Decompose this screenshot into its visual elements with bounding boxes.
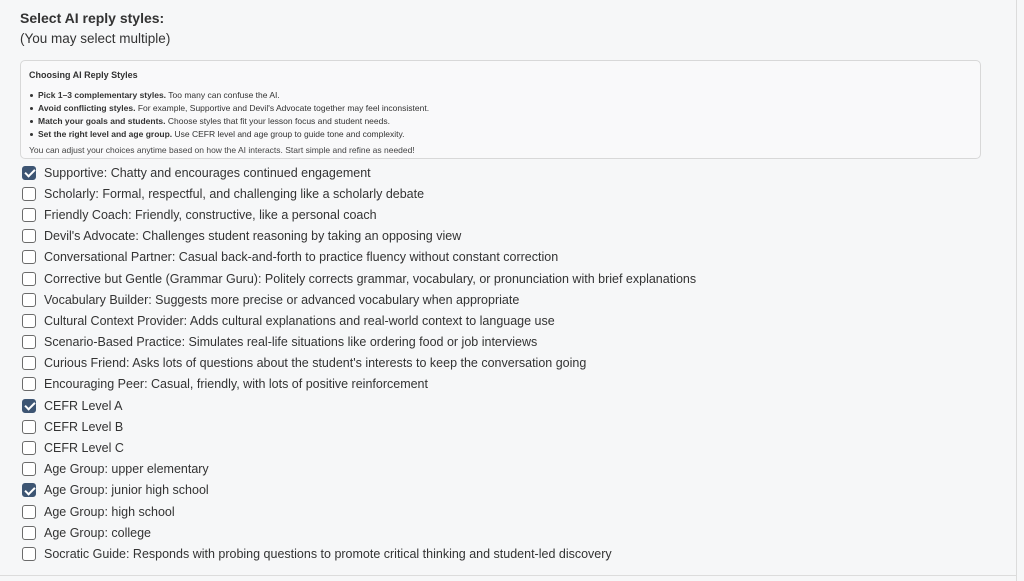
reply-style-option[interactable] — [20, 459, 1010, 480]
reply-style-option[interactable] — [20, 543, 1010, 564]
option-label: Encouraging Peer: Casual, friendly, with lots of positive reinforcement — [44, 377, 428, 392]
checkbox-unchecked[interactable] — [22, 526, 36, 540]
option-label: Conversational Partner: Casual back-and-forth to practice fluency without constant correction — [44, 250, 559, 265]
checkbox-unchecked[interactable] — [22, 547, 36, 561]
panel-bottom-border — [0, 575, 1017, 576]
panel-right-border — [1016, 0, 1017, 581]
tip-bold: Avoid conflicting styles. — [38, 103, 136, 113]
reply-style-option[interactable] — [20, 289, 1010, 310]
tip-item — [29, 89, 970, 102]
option-label: Age Group: high school — [44, 504, 175, 519]
checkbox-unchecked[interactable] — [22, 187, 36, 201]
checkbox-unchecked[interactable] — [22, 356, 36, 370]
option-label: Age Group: upper elementary — [44, 462, 209, 477]
option-label: CEFR Level B — [44, 419, 124, 434]
checkbox-unchecked[interactable] — [22, 229, 36, 243]
option-label: Age Group: junior high school — [44, 483, 209, 498]
section-subheading: (You may select multiple) — [20, 31, 171, 46]
option-label: Vocabulary Builder: Suggests more precise or advanced vocabulary when appropriate — [44, 292, 520, 307]
checkbox-unchecked[interactable] — [22, 293, 36, 307]
option-label: Devil's Advocate: Challenges student reasoning by taking an opposing view — [44, 229, 462, 244]
checkbox-unchecked[interactable] — [22, 462, 36, 476]
option-label: CEFR Level C — [44, 441, 124, 456]
reply-style-option[interactable] — [20, 501, 1010, 522]
option-label: Friendly Coach: Friendly, constructive, like a personal coach — [44, 207, 377, 222]
option-label: Cultural Context Provider: Adds cultural explanations and real-world context to language use — [44, 313, 555, 328]
tip-item — [29, 115, 970, 128]
reply-style-option[interactable] — [20, 310, 1010, 331]
reply-style-option[interactable] — [20, 226, 1010, 247]
checkbox-unchecked[interactable] — [22, 250, 36, 264]
checkbox-unchecked[interactable] — [22, 208, 36, 222]
tip-bold: Set the right level and age group. — [38, 129, 173, 139]
option-label: Age Group: college — [44, 525, 152, 540]
option-label: Supportive: Chatty and encourages continued engagement — [44, 165, 371, 180]
checkbox-unchecked[interactable] — [22, 420, 36, 434]
reply-style-options — [20, 162, 1010, 565]
checkbox-unchecked[interactable] — [22, 441, 36, 455]
reply-style-option[interactable] — [20, 374, 1010, 395]
reply-style-option[interactable] — [20, 247, 1010, 268]
tip-bold: Match your goals and students. — [38, 116, 166, 126]
reply-style-option[interactable] — [20, 183, 1010, 204]
tip-bold: Pick 1–3 complementary styles. — [38, 90, 167, 100]
reply-style-option[interactable] — [20, 353, 1010, 374]
checkbox-unchecked[interactable] — [22, 314, 36, 328]
reply-style-option[interactable] — [20, 332, 1010, 353]
checkbox-checked[interactable] — [22, 399, 36, 413]
reply-style-option[interactable] — [20, 204, 1010, 225]
tips-list — [29, 89, 970, 141]
option-label: Corrective but Gentle (Grammar Guru): Politely corrects grammar, vocabulary, or pronunciation with brief explanations — [44, 271, 697, 286]
tips-box — [20, 60, 981, 159]
tip-item — [29, 102, 970, 115]
option-label: Socratic Guide: Responds with probing questions to promote critical thinking and student-led discovery — [44, 546, 612, 561]
tips-title: Choosing AI Reply Styles — [29, 70, 138, 80]
tip-item — [29, 128, 970, 141]
reply-style-option[interactable] — [20, 437, 1010, 458]
checkbox-unchecked[interactable] — [22, 377, 36, 391]
reply-style-option[interactable] — [20, 480, 1010, 501]
tip-text: Use CEFR level and age group to guide tone and complexity. — [172, 129, 405, 139]
checkbox-checked[interactable] — [22, 166, 36, 180]
reply-style-option[interactable] — [20, 522, 1010, 543]
tip-text: Too many can confuse the AI. — [166, 90, 280, 100]
reply-style-option[interactable] — [20, 395, 1010, 416]
checkbox-unchecked[interactable] — [22, 272, 36, 286]
checkbox-unchecked[interactable] — [22, 335, 36, 349]
reply-style-option[interactable] — [20, 416, 1010, 437]
checkbox-unchecked[interactable] — [22, 505, 36, 519]
tips-footer: You can adjust your choices anytime based on how the AI interacts. Start simple and refine as needed! — [29, 145, 415, 155]
reply-style-option[interactable] — [20, 162, 1010, 183]
section-heading: Select AI reply styles: — [20, 10, 165, 26]
option-label: Scenario-Based Practice: Simulates real-life situations like ordering food or job interviews — [44, 335, 538, 350]
option-label: CEFR Level A — [44, 398, 123, 413]
option-label: Scholarly: Formal, respectful, and challenging like a scholarly debate — [44, 186, 425, 201]
option-label: Curious Friend: Asks lots of questions about the student's interests to keep the conversation going — [44, 356, 587, 371]
reply-styles-panel — [20, 8, 1010, 561]
tip-text: For example, Supportive and Devil's Advocate together may feel inconsistent. — [135, 103, 430, 113]
tip-text: Choose styles that fit your lesson focus and student needs. — [165, 116, 390, 126]
reply-style-option[interactable] — [20, 268, 1010, 289]
checkbox-checked[interactable] — [22, 483, 36, 497]
